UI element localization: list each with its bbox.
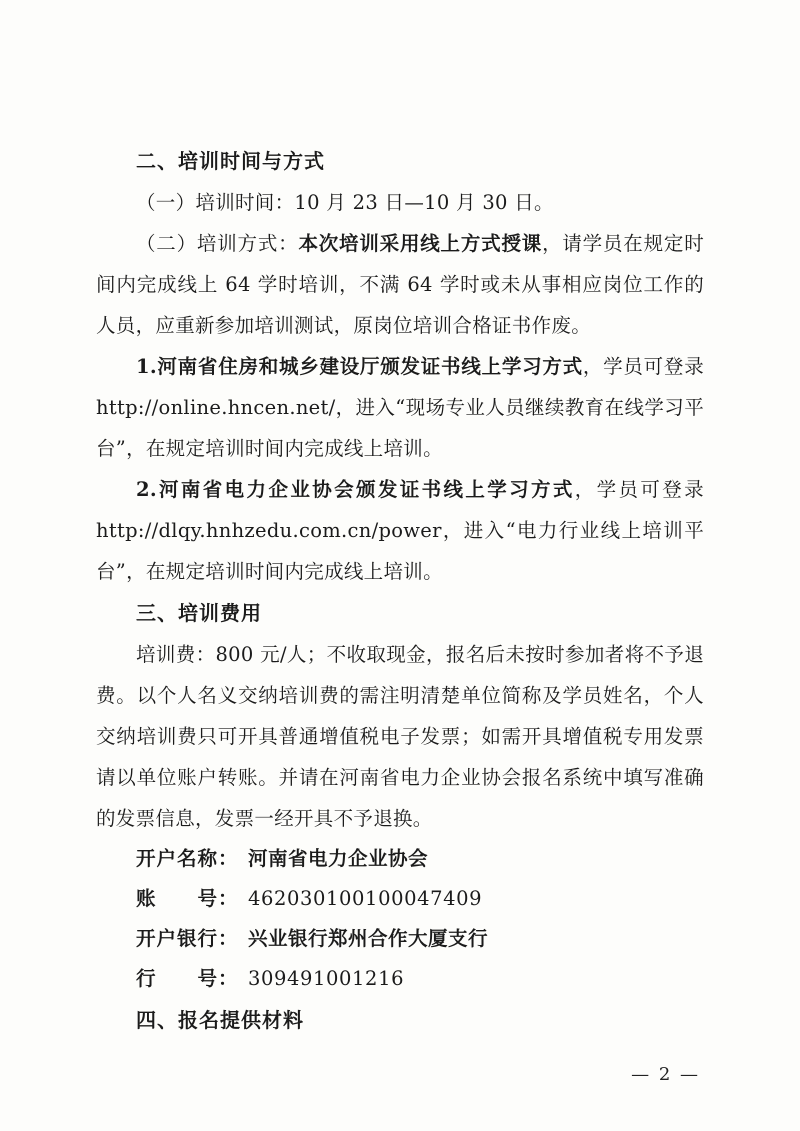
training-method-lead: （二）培训方式： bbox=[136, 232, 299, 255]
heading-section-four: 四、报名提供材料 bbox=[136, 1008, 304, 1032]
bank-row bbox=[96, 919, 704, 959]
method-one-title: 1.河南省住房和城乡建设厅颁发证书线上学习方式 bbox=[136, 355, 583, 378]
bank-code-value: 309491001216 bbox=[248, 967, 405, 990]
paragraph-method-two bbox=[96, 469, 704, 592]
training-method-rest: ，请学员在规定时间内完成线上 64 学时培训，不满 64 学时或未从事相应岗位工作的人员，应重新参加培训测试，原岗位培训合格证书作废。 bbox=[96, 232, 704, 337]
bank-row bbox=[96, 959, 704, 999]
page-content bbox=[96, 140, 704, 1041]
paragraph-fee bbox=[96, 634, 704, 839]
bank-account-number-label: 账 号： bbox=[136, 887, 239, 910]
page-number: — 2 — bbox=[631, 1064, 700, 1085]
training-method-emphasis: 本次培训采用线上方式授课 bbox=[298, 232, 543, 255]
bank-account-name-label: 开户名称： bbox=[136, 847, 239, 870]
bank-name-label: 开户银行： bbox=[136, 927, 239, 950]
bank-code-label: 行 号： bbox=[136, 967, 239, 990]
paragraph-training-method bbox=[96, 223, 704, 346]
method-one-body: ，学员可登录 http://online.hncen.net/，进入“现场专业人员继续教育在线学习平台”，在规定培训时间内完成线上培训。 bbox=[96, 355, 704, 460]
paragraph-training-time-text: （一）培训时间：10 月 23 日—10 月 30 日。 bbox=[136, 191, 554, 214]
paragraph-method-one bbox=[96, 346, 704, 469]
heading-section-three: 三、培训费用 bbox=[136, 601, 262, 625]
bank-row bbox=[96, 839, 704, 879]
bank-account-number-value: 462030100100047409 bbox=[248, 887, 483, 910]
method-two-title: 2.河南省电力企业协会颁发证书线上学习方式 bbox=[136, 478, 575, 501]
bank-row bbox=[96, 879, 704, 919]
paragraph-fee-text: 培训费：800 元/人；不收取现金，报名后未按时参加者将不予退费。以个人名义交纳培训费的需注明清楚单位简称及学员姓名，个人交纳培训费只可开具普通增值税电子发票；如需开具增值税专用发票请以单位账户转账。并请在河南省电力企业协会报名系统中填写准确的发票信息，发票一经开具不予退换。 bbox=[96, 643, 704, 830]
paragraph-training-time bbox=[96, 182, 704, 223]
method-two-body: ，学员可登录 http://dlqy.hnhzedu.com.cn/power，进入“电力行业线上培训平台”，在规定培训时间内完成线上培训。 bbox=[96, 478, 704, 583]
bank-name-value: 兴业银行郑州合作大厦支行 bbox=[248, 927, 489, 950]
heading-section-two: 二、培训时间与方式 bbox=[136, 149, 325, 173]
bank-account-name-value: 河南省电力企业协会 bbox=[248, 847, 429, 870]
